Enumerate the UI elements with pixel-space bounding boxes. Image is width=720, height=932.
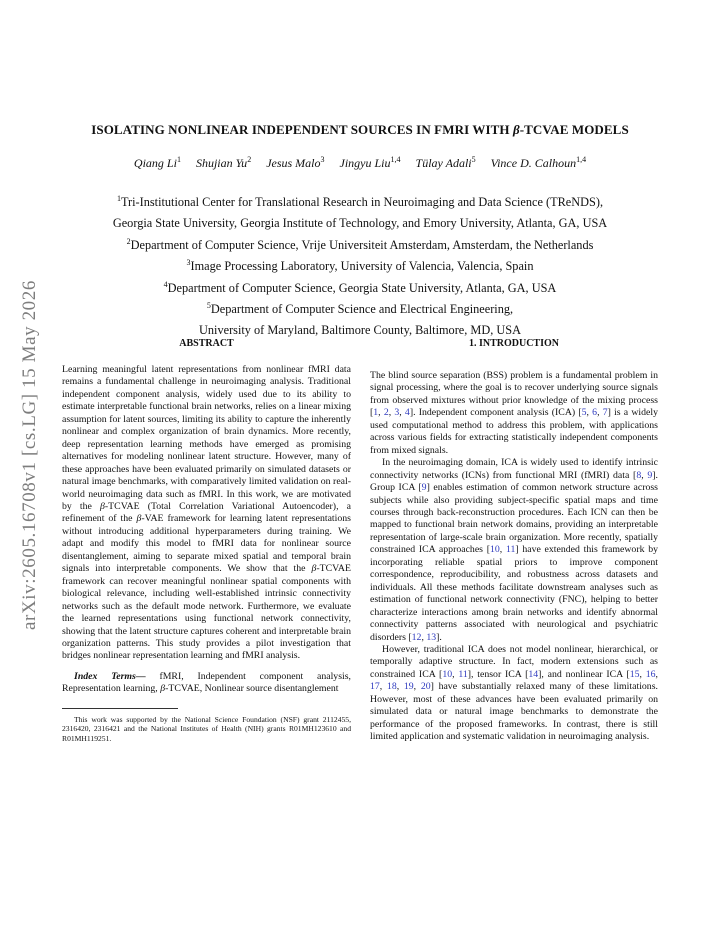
citation-link[interactable]: 14 [528,668,539,680]
citation-link[interactable]: 10 [442,668,453,680]
affiliation-line: $^4$Department of Computer Science, Georgia State University, Atlanta, GA, USA [163,279,557,295]
citation-link[interactable]: 12 [411,631,422,643]
citation-link[interactable]: 8 [636,469,642,481]
arxiv-identifier[interactable]: arXiv:2605.16708v1 [cs.LG] 15 May 2026 [19,280,40,630]
intro-paragraph: In the neuroimaging domain, ICA is widely used to identify intrinsic connectivity networks (ICNs) from functional MRI (fMRI) data [8, 9]. Group ICA [9] enables estimation of common network structure across subjects while also providing subject-specific spatial maps and time courses through back-reconstruction procedures. Each ICN can then be mapped to functional brain network domains, providing an interpretable representation of large-scale brain organization. More recently, spatially constrained ICA approaches [10, 11] have extended this framework by incorporating reliable spatial priors to improve component correspondence, reproducibility, and robustness across datasets and individuals. All these methods facilitate downstream analyses such as estimation of functional network connectivity (FNC), helping to better characterize interactions among brain networks and identify abnormal connectivity patterns associated with neurological and psychiatric disorders [12, 13]. [370,457,658,643]
author: Shujian Yu$^2$ [195,155,252,170]
citation-link[interactable]: 5 [581,407,587,419]
affiliation-list [60,190,660,340]
citation-link[interactable]: 2 [383,407,389,419]
index-terms-label: Index Terms— [74,670,146,682]
right-column [370,338,658,744]
title-greek-beta: β [512,122,520,137]
author: Tülay Adali$^5$ [415,155,476,170]
citation-link[interactable]: 19 [403,681,414,693]
author: Vince D. Calhoun$^{1,4}$ [490,155,587,170]
affiliation-line: $^5$Department of Computer Science and Electrical Engineering, [206,300,514,317]
funding-footnote: This work was supported by the National Science Foundation (NSF) grant 2112455, 2316420, 2316421 and the National Institutes of Health (NIH) grants R01MH123610 and R01MH119251. [62,714,351,743]
citation-link[interactable]: 18 [386,681,397,693]
affiliation-line: University of Maryland, Baltimore County, Baltimore, MD, USA [199,323,521,338]
citation-link[interactable]: 16 [645,668,656,680]
abstract-text: Learning meaningful latent representations from nonlinear fMRI data remains a fundamental challenge in neuroimaging analysis. Traditional independent component analysis, widely used due to its ability to estimate interpretable functional brain networks, relies on a linear mixing assumption for latent sources, limiting its ability to capture the inherently nonlinear and complex organization of brain dynamics. More recently, deep representation learning methods have emerged as promising alternatives for modeling nonlinear latent structure. However, many of these approaches have been evaluated primarily on simulated datasets or natural image benchmarks, with comparatively limited validation on real-world neuroimaging data such as fMRI. In this work, we are motivated by the β-TCVAE (Total Correlation Variational Autoencoder), a refinement of the β-VAE framework for learning latent representations without introducing additional hyperparameters during training. We adapt and modify this model to fMRI data for nonlinear source disentanglement, aiming to separate mixed spatial and temporal brain signals into interpretable components. We show that the β-TCVAE framework can recover meaningful nonlinear spatial components with biological relevance, including well-established intrinsic connectivity networks such as the default mode network. Furthermore, we evaluate the learned representations using functional network connectivity, showing that the latent structure captures coherent and interpretable brain organization patterns. This study provides a pilot investigation that bridges nonlinear representation learning and fMRI analysis. [62,364,351,662]
citation-link[interactable]: 10 [489,544,500,556]
citation-link[interactable]: 20 [420,681,431,693]
author-list [60,155,660,171]
index-terms: Index Terms— fMRI, Independent component analysis, Representation learning, β-TCVAE, Nonlinear source disentanglement [62,670,351,695]
affiliation-line: $^2$Department of Computer Science, Vrije Universiteit Amsterdam, Amsterdam, the Netherlands [126,236,594,252]
citation-link[interactable]: 1 [373,407,379,419]
citation-link[interactable]: 15 [629,668,640,680]
arxiv-sidebar [6,0,54,932]
affiliation-line: $^3$Image Processing Laboratory, University of Valencia, Valencia, Spain [186,258,534,274]
affiliation-line: $^1$Tri-Institutional Center for Translational Research in Neuroimaging and Data Science (TReNDS), [116,194,604,210]
author: Jingyu Liu$^{1,4}$ [339,155,401,170]
citation-link[interactable]: 9 [421,482,427,494]
intro-paragraph: The blind source separation (BSS) problem is a fundamental problem in signal processing, where the goal is to recover underlying source signals from observed mixtures without prior knowledge of the mixing process [1, 2, 3, 4]. Independent component analysis (ICA) [5, 6, 7] is a widely used computational method to address this problem, with applications across various fields for extracting statistically independent components from mixed signals. [370,370,658,456]
author: Jesus Malo$^3$ [266,155,325,170]
footnote-divider [62,708,178,709]
introduction-heading: 1. INTRODUCTION [468,338,559,349]
citation-link[interactable]: 4 [404,407,410,419]
citation-link[interactable]: 11 [458,668,468,680]
left-column [62,338,351,743]
citation-link[interactable]: 7 [602,407,608,419]
citation-link[interactable]: 6 [592,407,598,419]
affiliation-line: Georgia State University, Georgia Institute of Technology, and Emory University, Atlanta, GA, USA [112,216,608,231]
citation-link[interactable]: 3 [394,407,400,419]
citation-link[interactable]: 11 [505,544,516,556]
paper-title: ISOLATING NONLINEAR INDEPENDENT SOURCES IN FMRI WITH β-TCVAE MODELS [91,122,629,137]
author: Qiang Li$^1$ [133,155,181,170]
citation-link[interactable]: 17 [370,681,380,693]
citation-link[interactable]: 9 [647,469,653,481]
citation-link[interactable]: 13 [426,631,437,643]
abstract-heading: ABSTRACT [179,338,234,349]
intro-paragraph: However, traditional ICA does not model nonlinear, hierarchical, or temporally adaptive structure. In fact, modern extensions such as constrained ICA [10, 11], tensor ICA [14], and nonlinear ICA [15, 16, 17, 18, 19, 20] have substantially relaxed many of these limitations. However, most of these advances have been evaluated primarily on simulated data or natural image benchmarks to demonstrate the performance of the proposed frameworks. In contrast, there is still limited application and systematic validation in neuroimaging analysis. [370,643,658,743]
